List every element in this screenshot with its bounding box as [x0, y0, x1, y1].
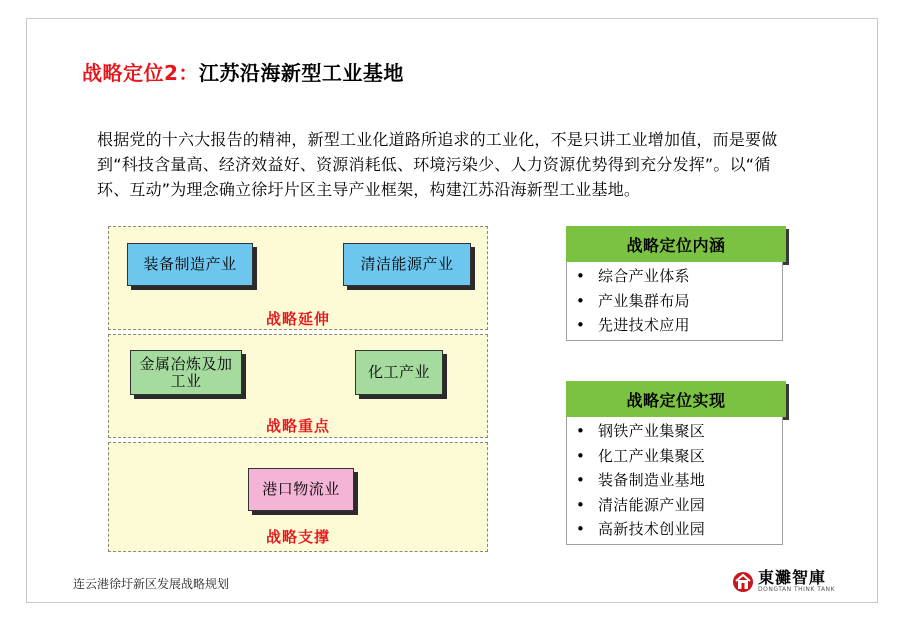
list-item-text: 装备制造业基地 [598, 471, 706, 489]
panel-strategic-support [108, 442, 488, 552]
panel-strategic-focus [108, 334, 488, 438]
title-main: 江苏沿海新型工业基地 [198, 61, 404, 85]
list-item-text: 先进技术应用 [598, 316, 690, 334]
bullet: • [576, 471, 586, 489]
box-metal-smelting-line1: 金属冶炼及加 [139, 354, 233, 373]
bullet: • [576, 291, 586, 310]
brand-logo [732, 570, 835, 594]
list-item [567, 468, 782, 493]
card-heading: 战略定位内涵 [566, 226, 786, 262]
logo-subtitle: DONGTAN THINK TANK [758, 586, 835, 593]
panel-label-support: 战略支撑 [265, 528, 330, 546]
box-clean-energy: 清洁能源产业 [343, 243, 471, 286]
footer-text: 连云港徐圩新区发展战略规划 [73, 577, 230, 591]
list-item-text: 产业集群布局 [598, 291, 690, 310]
list-item-text: 清洁能源产业园 [598, 495, 706, 514]
list-item [567, 493, 782, 518]
list-item [567, 444, 782, 469]
bullet: • [576, 495, 586, 514]
bullet: • [576, 520, 586, 538]
panel-label-focus: 战略重点 [265, 417, 330, 435]
box-metal-smelting [130, 350, 242, 395]
card-body [566, 417, 783, 545]
box-equipment-manufacturing: 装备制造产业 [127, 243, 253, 286]
list-item [567, 517, 782, 542]
list-item-text: 综合产业体系 [598, 267, 690, 285]
card-positioning-connotation [566, 226, 786, 341]
list-item-text: 高新技术创业园 [598, 520, 706, 538]
bullet: • [576, 446, 586, 465]
panel-label-extension: 战略延伸 [265, 310, 330, 328]
bullet: • [576, 267, 586, 285]
box-port-logistics: 港口物流业 [248, 468, 354, 511]
list-item [567, 313, 782, 338]
intro-paragraph: 根据党的十六大报告的精神，新型工业化道路所追求的工业化，不是只讲工业增加值，而是要做到“科技含量高、经济效益好、资源消耗低、环境污染少、人力资源优势得到充分发挥”。以“循环、互动”为理念确立徐圩片区主导产业框架，构建江苏沿海新型工业基地。 [97, 130, 778, 199]
list-item [567, 419, 782, 444]
list-item [567, 289, 782, 314]
card-positioning-realization [566, 381, 786, 545]
panel-strategic-extension [108, 226, 488, 330]
logo-name: 東灘智庫 [758, 568, 827, 587]
card-heading: 战略定位实现 [566, 381, 786, 417]
list-item-text: 钢铁产业集聚区 [598, 422, 706, 440]
bullet: • [576, 422, 586, 440]
page-title [82, 57, 404, 86]
title-prefix: 战略定位2： [82, 61, 199, 85]
box-chemical: 化工产业 [355, 350, 443, 395]
list-item-text: 化工产业集聚区 [598, 446, 706, 465]
bullet: • [576, 316, 586, 334]
list-item [567, 264, 782, 289]
box-metal-smelting-line2: 工业 [170, 371, 202, 390]
card-body [566, 262, 783, 341]
logo-emblem-icon [732, 571, 754, 593]
